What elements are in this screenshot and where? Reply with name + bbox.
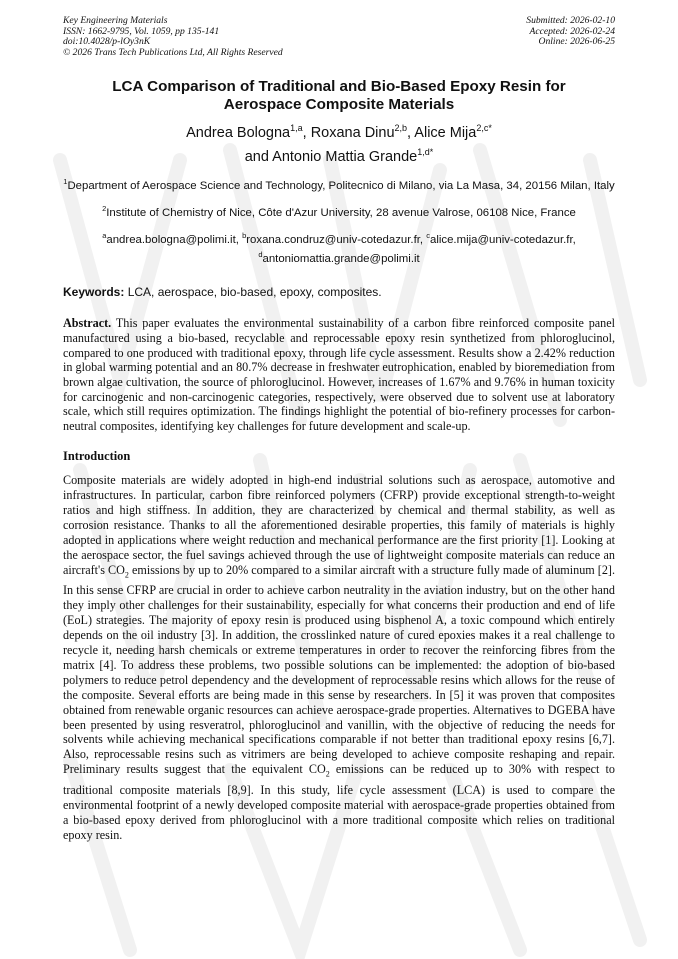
dates-info bbox=[526, 16, 615, 58]
email-link[interactable]: andrea.bologna@polimi.it, bbox=[106, 233, 243, 246]
affiliation-1 bbox=[63, 174, 615, 194]
author-name: , Roxana Dinu bbox=[302, 125, 395, 142]
abstract-text: This paper evaluates the environmental sustainability of a carbon fibre reinforced composite panel manufactured using a bio-based, recyclable and reprocessable epoxy resin synthetized from phloroglucinol, compared to one produced with traditional epoxy, through life cycle assessment. Results show a 2.42% reduction in global warming potential and an 80.7% decrease in freshwater eutrophication, enabled by bioremediation from brown algae cultivation, the source of phloroglucinol. However, increases of 1.67% and 9.76% in human toxicity for carcinogenic and non-carcinogenic categories, respectively, were observed due to solvent use at laboratory scale, which still requires optimization. The findings highlight the potential of bio-refinery processes for carbon-neutral composites, identifying key challenges for future development and scale-up. bbox=[63, 316, 615, 434]
email-list bbox=[63, 228, 615, 268]
abstract bbox=[63, 316, 615, 434]
email-link[interactable]: alice.mija@univ-cotedazur.fr, bbox=[430, 233, 576, 246]
author-affiliation-mark: 1,d* bbox=[417, 147, 434, 158]
paper-title bbox=[63, 78, 615, 114]
author-list bbox=[63, 119, 615, 167]
abstract-label: Abstract. bbox=[63, 316, 112, 331]
email-link[interactable]: antoniomattia.grande@polimi.it bbox=[262, 253, 420, 266]
author-name: and Antonio Mattia Grande bbox=[244, 149, 418, 166]
affiliation-mark: 2 bbox=[102, 203, 107, 213]
accepted-date: Accepted: 2026-02-24 bbox=[529, 25, 615, 37]
email-mark: b bbox=[242, 230, 247, 240]
intro-text-part-3: emissions can be reduced up to 30% with respect to traditional composite materials [8,9]. In this study, life cycle assessment (LCA) is used to compare the environmental footprint of a newly developed composite material with aerospace-grade properties obtained from a bio-based epoxy derived from phloroglucinol with a more traditional composite which relies on traditional epoxy resin. bbox=[63, 762, 615, 842]
author-affiliation-mark: 2,b bbox=[394, 123, 408, 134]
introduction-paragraph bbox=[63, 473, 615, 843]
journal-header bbox=[63, 16, 615, 58]
journal-name: Key Engineering Materials bbox=[63, 15, 168, 26]
keywords-label: Keywords: bbox=[63, 285, 125, 300]
keywords-text: LCA, aerospace, bio-based, epoxy, composites. bbox=[124, 285, 382, 300]
email-mark: c bbox=[426, 230, 430, 240]
copyright: © 2026 Trans Tech Publications Ltd, All Rights Reserved bbox=[63, 46, 283, 58]
introduction-heading: Introduction bbox=[63, 448, 131, 463]
email-mark: a bbox=[102, 230, 107, 240]
intro-text-part-2: emissions by up to 20% compared to a similar aircraft with a structure fully made of aluminum [2]. In this sense CFRP are crucial in order to achieve carbon neutrality in the aviation industry, but on the other hand they imply other challenges for their sustainability, especially for what concerns their production and end of life (EoL) strategies. The majority of epoxy resin is produced using bisphenol A, a toxic compound which entirely depends on the oil industry [3]. In addition, the crosslinked nature of cured epoxies makes it a real challenge to recycle it, needing harsh chemicals or extreme temperatures in order to recover the reinforcing fibres from the matrix [4]. To address these problems, two possible solutions can be implemented: the adoption of bio-based polymers to reduce petrol dependency and the development of reprocessable resins which allows for the reuse of the composite. Several efforts are being made in this sense by researchers. In [5] it was proven that composites obtained from renewable organic resources can achieve aerospace-grade properties. Alternatives to DGEBA have been presented by using resveratrol, phloroglucinol and vanillin, with the objective of reducing the needs for solvents while achieving mechanical specifications comparable if not better than traditional epoxy resins [6,7]. Also, reprocessable resins such as vitrimers are being developed to achieve composite reshaping and repair. Preliminary results suggest that the equivalent CO bbox=[63, 562, 615, 777]
authors-line-1 bbox=[63, 119, 615, 143]
title-line-1: LCA Comparison of Traditional and Bio-Based Epoxy Resin for bbox=[112, 78, 566, 96]
submitted-date: Submitted: 2026-02-10 bbox=[526, 15, 615, 26]
issn: ISSN: 1662-9795, Vol. 1059, pp 135-141 bbox=[63, 25, 220, 37]
title-line-2: Aerospace Composite Materials bbox=[223, 96, 455, 114]
author-affiliation-mark: 1,a bbox=[290, 123, 303, 134]
subscript: 2 bbox=[124, 569, 129, 579]
affiliation-2 bbox=[63, 201, 615, 221]
authors-line-2 bbox=[63, 143, 615, 167]
affiliation-mark: 1 bbox=[63, 177, 68, 187]
email-link[interactable]: roxana.condruz@univ-cotedazur.fr, bbox=[246, 233, 427, 246]
journal-info bbox=[63, 16, 283, 58]
affiliation-text: Institute of Chemistry of Nice, Côte d'Azur University, 28 avenue Valrose, 06108 Nice, France bbox=[106, 206, 576, 219]
online-date: Online: 2026-06-25 bbox=[538, 36, 615, 48]
keywords bbox=[63, 285, 615, 300]
author-name: , Alice Mija bbox=[407, 125, 477, 142]
author-name: Andrea Bologna bbox=[186, 125, 291, 142]
email-mark: d bbox=[258, 250, 263, 260]
author-affiliation-mark: 2,c* bbox=[476, 123, 492, 134]
doi: doi:10.4028/p-lOy3nK bbox=[63, 36, 151, 48]
subscript: 2 bbox=[325, 769, 330, 779]
intro-text-part-1: Composite materials are widely adopted in high-end industrial solutions such as aerospace, automotive and infrastructures. In particular, carbon fibre reinforced polymers (CFRP) provide exceptional strength-to-weight ratios and high stiffness. In addition, they are characterized by chemical and thermal stability, as well as corrosion resistance. Thanks to all the aforementioned desirable properties, this family of materials is highly adopted in applications where weight reduction and mechanical performance are the first priority [1]. Looking at the aerospace sector, the fuel savings achieved through the use of lightweight composite materials can reduce an aircraft's CO bbox=[63, 472, 615, 577]
affiliation-text: Department of Aerospace Science and Technology, Politecnico di Milano, via La Masa, 34, 20156 Milan, Italy bbox=[67, 179, 615, 192]
